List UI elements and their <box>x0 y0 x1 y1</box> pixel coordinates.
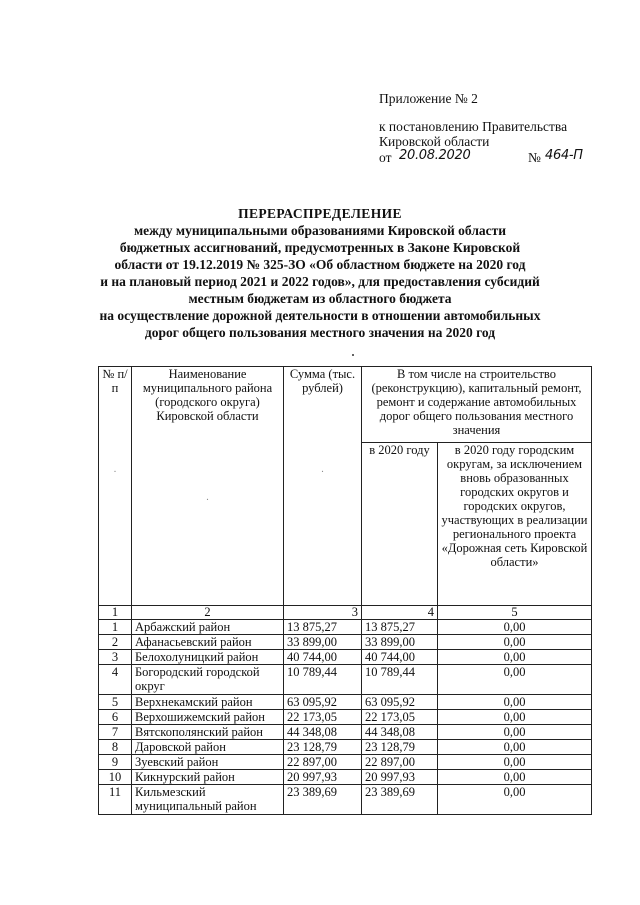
subtitle-line: между муниципальными образованиями Кировской области <box>133 223 507 238</box>
header-including: В том числе на строительство (реконструкцию), капитальный ремонт, ремонт и содержание автомобильных дорог общего пользования местного значения <box>362 367 592 443</box>
row-sum-urban: 0,00 <box>438 635 592 650</box>
row-sum-urban: 0,00 <box>438 695 592 710</box>
document-subtitle <box>60 222 580 341</box>
subtitle-line: на осуществление дорожной деятельности в отношении автомобильных <box>99 308 541 323</box>
table-row <box>99 740 592 755</box>
table-row <box>99 785 592 815</box>
subtitle-line: и на плановый период 2021 и 2022 годов», для предоставления субсидий <box>100 274 540 289</box>
row-number: 9 <box>99 755 132 770</box>
row-number: 8 <box>99 740 132 755</box>
appendix-date-label: от <box>379 150 392 165</box>
district-name: Вятскополянский район <box>132 725 284 740</box>
appendix-number-label: № <box>528 150 541 165</box>
row-sum-urban: 0,00 <box>438 650 592 665</box>
district-name: Верхошижемский район <box>132 710 284 725</box>
row-number: 6 <box>99 710 132 725</box>
row-sum-2020: 10 789,44 <box>362 665 438 695</box>
row-sum-2020: 40 744,00 <box>362 650 438 665</box>
subtitle-line: дорог общего пользования местного значения на 2020 год <box>144 325 496 340</box>
subtitle-line: местным бюджетам из областного бюджета <box>188 291 452 306</box>
table-row <box>99 710 592 725</box>
table-row <box>99 635 592 650</box>
subtitle-line: бюджетных ассигнований, предусмотренных в Законе Кировской <box>119 240 521 255</box>
district-name: Богородский городской округ <box>132 665 284 695</box>
row-sum-urban: 0,00 <box>438 710 592 725</box>
row-sum-urban: 0,00 <box>438 725 592 740</box>
district-name: Арбажский район <box>132 620 284 635</box>
row-number: 11 <box>99 785 132 815</box>
district-name: Белохолуницкий район <box>132 650 284 665</box>
row-sum-urban: 0,00 <box>438 665 592 695</box>
row-sum: 13 875,27 <box>284 620 362 635</box>
appendix-reference-line: к постановлению Правительства <box>379 119 568 134</box>
table-row <box>99 695 592 710</box>
row-sum: 10 789,44 <box>284 665 362 695</box>
allocation-table <box>98 366 592 815</box>
district-name: Афанасьевский район <box>132 635 284 650</box>
row-sum-2020: 13 875,27 <box>362 620 438 635</box>
row-sum: 22 897,00 <box>284 755 362 770</box>
table-row <box>99 770 592 785</box>
column-number: 2 <box>132 606 284 620</box>
scan-mark <box>352 354 354 356</box>
column-number: 1 <box>99 606 132 620</box>
row-sum: 20 997,93 <box>284 770 362 785</box>
row-number: 1 <box>99 620 132 635</box>
row-sum-2020: 23 128,79 <box>362 740 438 755</box>
district-name: Верхнекамский район <box>132 695 284 710</box>
table-row <box>99 725 592 740</box>
table-row <box>99 620 592 635</box>
row-sum-urban: 0,00 <box>438 785 592 815</box>
table-row <box>99 665 592 695</box>
row-sum-2020: 20 997,93 <box>362 770 438 785</box>
header-name: Наименование муниципального района (городского округа) Кировской области . <box>132 367 284 606</box>
document-title: ПЕРЕРАСПРЕДЕЛЕНИЕ <box>238 206 402 221</box>
row-number: 10 <box>99 770 132 785</box>
row-sum-2020: 22 897,00 <box>362 755 438 770</box>
subtitle-line: области от 19.12.2019 № 325-ЗО «Об областном бюджете на 2020 год <box>114 257 526 272</box>
row-sum: 33 899,00 <box>284 635 362 650</box>
district-name: Даровской район <box>132 740 284 755</box>
district-name: Кикнурский район <box>132 770 284 785</box>
row-sum-urban: 0,00 <box>438 620 592 635</box>
row-sum: 63 095,92 <box>284 695 362 710</box>
row-sum: 23 389,69 <box>284 785 362 815</box>
appendix-date: 20.08.2020 <box>399 148 471 163</box>
appendix-title: Приложение № 2 <box>379 91 478 106</box>
table-row <box>99 755 592 770</box>
row-sum: 44 348,08 <box>284 725 362 740</box>
district-name: Зуевский район <box>132 755 284 770</box>
row-number: 4 <box>99 665 132 695</box>
column-number: 5 <box>438 606 592 620</box>
row-sum-2020: 33 899,00 <box>362 635 438 650</box>
row-sum: 40 744,00 <box>284 650 362 665</box>
column-number: 3 <box>284 606 362 620</box>
row-sum-urban: 0,00 <box>438 770 592 785</box>
row-sum-2020: 22 173,05 <box>362 710 438 725</box>
appendix-number: 464-П <box>545 148 583 163</box>
header-year-2020-urban: в 2020 году городским округам, за исключением вновь образованных городских округов и городских округов, участвующих в реализации регионального проекта «Дорожная сеть Кировской области» <box>438 443 592 606</box>
row-sum-2020: 63 095,92 <box>362 695 438 710</box>
district-name: Кильмезский муниципальный район <box>132 785 284 815</box>
row-sum-urban: 0,00 <box>438 755 592 770</box>
row-sum: 22 173,05 <box>284 710 362 725</box>
header-sum: Сумма (тыс. рублей) . <box>284 367 362 606</box>
header-num: № п/п . <box>99 367 132 606</box>
row-number: 7 <box>99 725 132 740</box>
column-number-row <box>99 606 592 620</box>
row-number: 3 <box>99 650 132 665</box>
row-sum-2020: 23 389,69 <box>362 785 438 815</box>
row-number: 2 <box>99 635 132 650</box>
column-number: 4 <box>362 606 438 620</box>
row-number: 5 <box>99 695 132 710</box>
appendix-reference-line: Кировской области <box>379 134 490 149</box>
table-row <box>99 650 592 665</box>
header-year-2020: в 2020 году <box>362 443 438 606</box>
row-sum-2020: 44 348,08 <box>362 725 438 740</box>
table-header-row <box>99 367 592 443</box>
row-sum: 23 128,79 <box>284 740 362 755</box>
row-sum-urban: 0,00 <box>438 740 592 755</box>
